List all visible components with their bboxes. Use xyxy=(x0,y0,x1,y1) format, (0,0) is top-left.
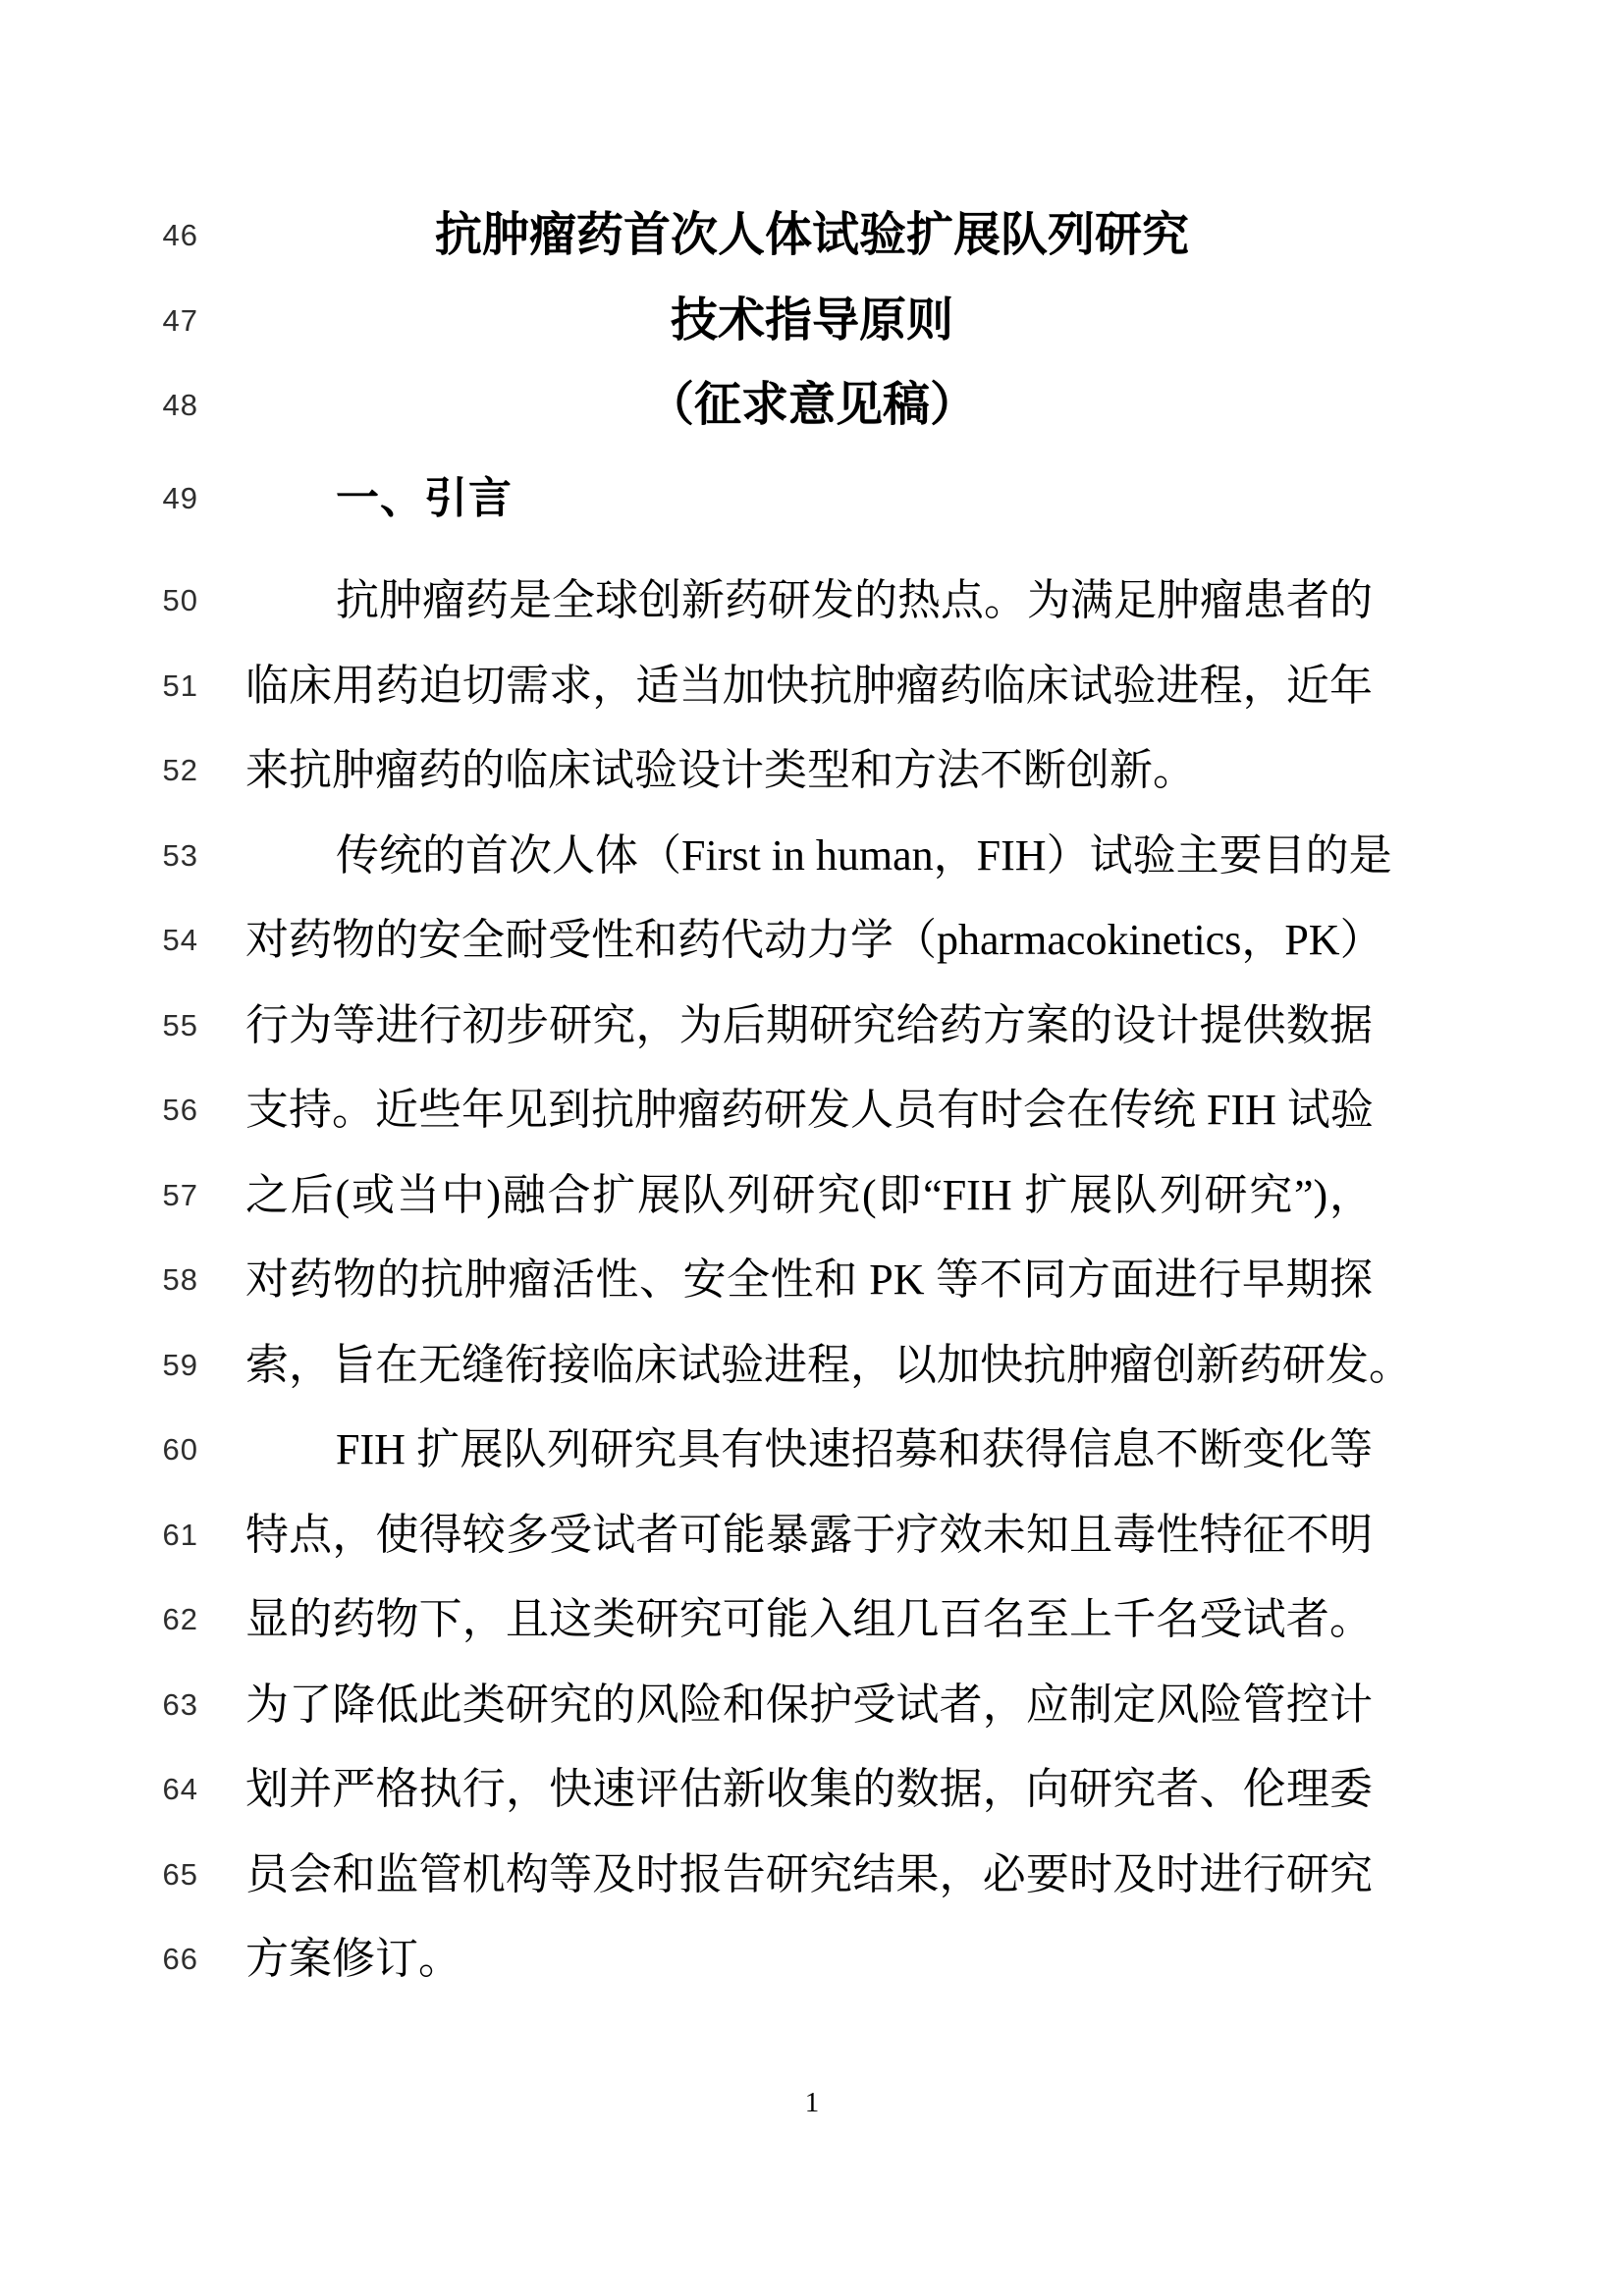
line-number: 47 xyxy=(162,302,198,338)
document-line xyxy=(0,644,1624,729)
line-number: 52 xyxy=(162,753,198,788)
line-number: 59 xyxy=(162,1347,198,1382)
line-number: 50 xyxy=(162,583,198,618)
document-line xyxy=(0,1493,1624,1578)
document-line xyxy=(0,1153,1624,1239)
page-footer xyxy=(0,2087,1624,2119)
line-text: 抗肿瘤药是全球创新药研发的热点。为满足肿瘤患者的 xyxy=(336,576,1373,625)
line-text: 支持。近些年见到抗肿瘤药研发人员有时会在传统 FIH 试验 xyxy=(245,1086,1374,1135)
document-line xyxy=(0,279,1624,364)
line-number: 60 xyxy=(162,1432,198,1468)
line-number: 58 xyxy=(162,1262,198,1298)
document-line xyxy=(0,559,1624,644)
line-text: 传统的首次人体（First in human，FIH）试验主要目的是 xyxy=(336,830,1392,880)
line-text: 对药物的安全耐受性和药代动力学（pharmacokinetics，PK） xyxy=(245,916,1383,965)
line-number: 56 xyxy=(162,1093,198,1128)
document-line xyxy=(0,1238,1624,1323)
line-text: 对药物的抗肿瘤活性、安全性和 PK 等不同方面进行早期探 xyxy=(245,1255,1373,1305)
line-number: 46 xyxy=(162,218,198,253)
line-number: 64 xyxy=(162,1772,198,1807)
line-text: 显的药物下，且这类研究可能入组几百名至上千名受试者。 xyxy=(245,1595,1373,1644)
line-number: 66 xyxy=(162,1942,198,1977)
document-line xyxy=(0,984,1624,1069)
line-text: 临床用药迫切需求，适当加快抗肿瘤药临床试验进程，近年 xyxy=(245,661,1373,710)
document-line xyxy=(0,1068,1624,1153)
document-line xyxy=(0,193,1624,279)
line-number: 61 xyxy=(162,1517,198,1552)
document-line xyxy=(0,1917,1624,2002)
line-text: 方案修订。 xyxy=(245,1935,461,1984)
line-number: 53 xyxy=(162,837,198,873)
line-text: 一、引言 xyxy=(336,473,513,522)
line-text: FIH 扩展队列研究具有快速招募和获得信息不断变化等 xyxy=(336,1425,1373,1474)
line-number: 48 xyxy=(162,388,198,423)
document-line xyxy=(0,728,1624,814)
line-text: 抗肿瘤药首次人体试验扩展队列研究 xyxy=(434,209,1189,262)
document-line xyxy=(0,1663,1624,1748)
line-number: 54 xyxy=(162,923,198,958)
line-number: 57 xyxy=(162,1177,198,1212)
line-text: （征求意见稿） xyxy=(646,379,977,432)
line-text: 来抗肿瘤药的临床试验设计类型和方法不断创新。 xyxy=(245,746,1196,795)
line-number: 65 xyxy=(162,1856,198,1892)
document-line xyxy=(0,456,1624,542)
line-text: 划并严格执行，快速评估新收集的数据，向研究者、伦理委 xyxy=(245,1765,1373,1814)
document-line xyxy=(0,1323,1624,1409)
line-text: 技术指导原则 xyxy=(670,294,953,347)
document-line xyxy=(0,1833,1624,1918)
line-text: 员会和监管机构等及时报告研究结果，必要时及时进行研究 xyxy=(245,1849,1373,1898)
page-number: 1 xyxy=(804,2087,820,2118)
line-text: 特点，使得较多受试者可能暴露于疗效未知且毒性特征不明 xyxy=(245,1510,1373,1559)
line-number: 51 xyxy=(162,667,198,703)
line-text: 行为等进行初步研究，为后期研究给药方案的设计提供数据 xyxy=(245,1000,1373,1049)
line-text: 之后(或当中)融合扩展队列研究(即“FIH 扩展队列研究”)， xyxy=(245,1170,1373,1219)
document-line xyxy=(0,363,1624,449)
line-number: 49 xyxy=(162,480,198,515)
line-text: 索，旨在无缝衔接临床试验进程，以加快抗肿瘤创新药研发。 xyxy=(245,1340,1412,1389)
document-line xyxy=(0,1577,1624,1663)
line-number: 63 xyxy=(162,1686,198,1722)
document-line xyxy=(0,898,1624,984)
line-text: 为了降低此类研究的风险和保护受试者，应制定风险管控计 xyxy=(245,1680,1373,1729)
document-line xyxy=(0,814,1624,899)
document-line xyxy=(0,1747,1624,1833)
document-lines xyxy=(0,193,1624,2002)
line-number: 62 xyxy=(162,1602,198,1637)
document-line xyxy=(0,1408,1624,1493)
line-number: 55 xyxy=(162,1007,198,1042)
